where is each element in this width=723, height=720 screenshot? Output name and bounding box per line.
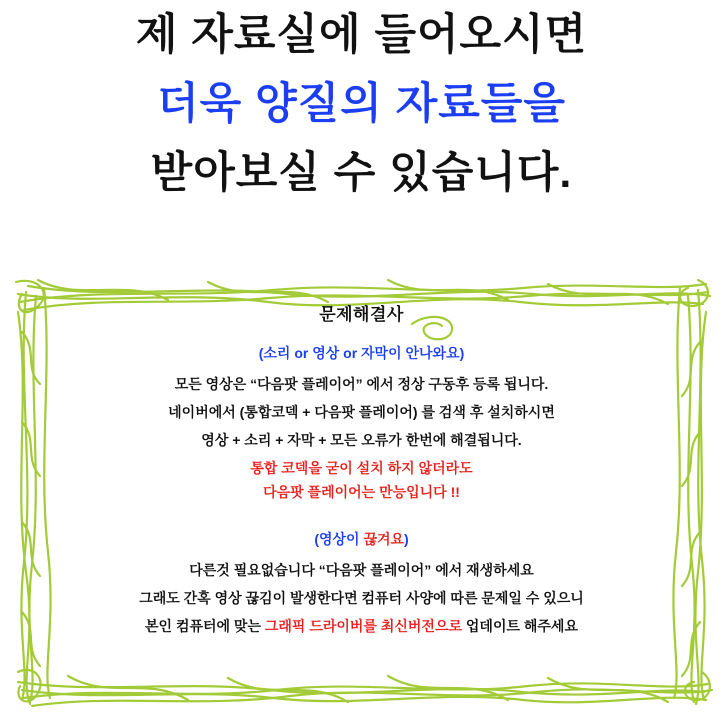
section2-last-part3: 업데이트 해주세요 <box>462 618 578 634</box>
section2-subtitle <box>40 529 683 549</box>
section2-line-1: 다른것 필요없습니다 “다음팟 플레이어” 에서 재생하세요 <box>189 562 534 578</box>
section2-subtitle-prefix: (영상이 <box>314 531 364 547</box>
section1-line-2: 네이버에서 (통합코덱 + 다음팟 플레이어) 를 검색 후 설치하시면 <box>168 404 555 420</box>
section1-highlight-2: 다음팟 플레이어는 만능입니다 !! <box>263 484 460 500</box>
section2-subtitle-suffix: ) <box>404 531 409 547</box>
headline-line-1: 제 자료실에 들어오시면 <box>135 11 588 59</box>
section2-last-part1: 본인 컴퓨터에 맞는 <box>145 618 265 634</box>
section2-last-part2: 그래픽 드라이버를 최신버전으로 <box>264 618 462 634</box>
headline-block <box>0 11 723 197</box>
section1-line-3: 영상 + 소리 + 자막 + 모든 오류가 한번에 해결됩니다. <box>201 432 522 448</box>
section1-highlight-1: 통합 코덱을 굳이 설치 하지 않더라도 <box>250 460 473 476</box>
section2-last-line <box>40 619 683 633</box>
notice-body <box>40 300 683 647</box>
section-gap <box>40 507 683 529</box>
section2-line-2: 그래도 간혹 영상 끊김이 발생한다면 컴퓨터 사양에 따른 문제일 수 있으니 <box>139 590 584 606</box>
section1-line-1: 모든 영상은 “다음팟 플레이어” 에서 정상 구동후 등록 됩니다. <box>174 376 549 392</box>
notice-title: 문제해결사 <box>319 305 404 324</box>
headline-line-3: 받아보실 수 있습니다. <box>150 149 573 197</box>
section2-subtitle-accent: 끊겨요 <box>363 531 405 547</box>
section1-subtitle: (소리 or 영상 or 자막이 안나와요) <box>258 345 465 361</box>
headline-line-2: 더욱 양질의 자료들을 <box>157 80 566 128</box>
